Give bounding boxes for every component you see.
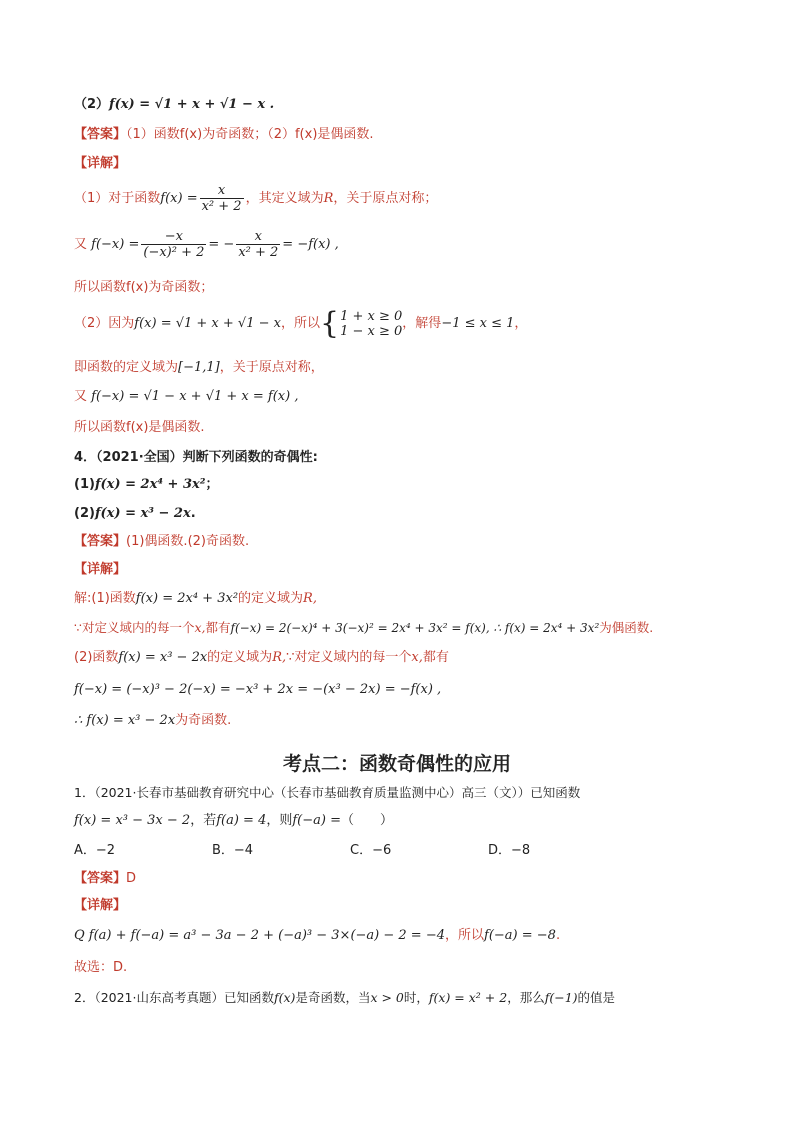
text: ，关于原点对称， [219,360,324,375]
question-2-title [74,989,615,1007]
text: . [555,928,561,943]
solution-line-1 [74,181,437,217]
formula: f(−x) = √1 − x + √1 + x = f(x) , [91,389,299,404]
question-1-title [74,784,580,802]
option-d: D．−8 [488,843,531,858]
formula: x > 0 [370,990,404,1005]
text: 为奇函数. [175,713,232,728]
formula: f(−x) = (−x)³ − 2(−x) = −x³ + 2x = −(x³ − 2x) = −f(x) , [74,682,442,697]
formula: = −f(x) , [282,237,339,252]
detail-line [74,897,126,915]
text: ，解得 [402,316,442,331]
inequality: 1 + x ≥ 0 [340,308,403,324]
text: ， [514,316,528,331]
text: 2．（2021·山东高考真题）已知函数 [74,990,274,1005]
text: （2）因为 [74,316,135,331]
answer-text: (1)偶函数.(2)奇函数. [126,534,250,549]
selection-line [74,959,127,977]
solution-line-8 [74,590,317,608]
text: 时， [403,990,429,1005]
answer-line [74,533,249,551]
formula: f(x) = [160,191,198,206]
formula: f(x) = √1 + x + √1 − x . [109,97,275,112]
text: ，所以 [280,316,320,331]
denominator: x² + 2 [238,245,279,260]
formula: f(x) [274,990,296,1005]
formula: f(x) = 2x⁴ + 3x² [135,591,239,606]
text: ，那么 [507,990,545,1005]
text: ； [205,477,219,492]
formula: f(−x) = 2(−x)⁴ + 3(−x)² = 2x⁴ + 3x² = f(x), ∴ f(x) = 2x⁴ + 3x² [230,621,600,635]
detail-line [74,561,126,579]
detail-tag: 【详解】 [74,898,127,913]
text: ，则 [266,813,293,828]
part-label: (2) [74,506,95,521]
formula: f(a) = 4 [216,813,267,828]
answer-tag: 【答案】 [74,871,127,886]
formula: f(x) = x² + 2 [428,990,508,1005]
part-label: (1) [74,477,95,492]
text: 都有 [422,650,449,665]
question-4-part-2 [74,505,196,523]
solution-line-10 [74,649,449,667]
solution-line-4 [74,305,527,343]
solution-line-3 [74,279,213,297]
question-1-options [74,842,626,860]
part-label: （2） [74,97,110,112]
inequality: 1 − x ≥ 0 [340,323,403,339]
question-4-title [74,449,318,467]
answer-text: D [126,871,137,886]
formula: f(x) = √1 + x + √1 − x [134,316,281,331]
set-symbol: R, [272,650,287,665]
answer-line [74,870,136,888]
section-heading: 考点二：函数奇偶性的应用 [282,753,511,775]
formula: Q f(a) + f(−a) = a³ − 3a − 2 + (−a)³ − 3×(−a) − 2 = −4 [74,928,445,943]
text: 都有 [205,620,231,635]
solution-line-13 [74,927,560,945]
variable: x, [194,620,206,635]
formula: = − [208,237,235,252]
text: 的定义域为 [238,591,304,606]
detail-line [74,155,126,173]
numerator: −x [141,229,206,245]
denominator: x² + 2 [201,199,242,214]
text: 解:(1)函数 [74,591,136,606]
answer-tag: 【答案】 [74,534,127,549]
option-b: B．−4 [212,843,254,858]
text: 为偶函数. [599,620,654,635]
text: ，关于原点对称； [333,191,438,206]
text: (2)函数 [74,650,119,665]
blank: （ ） [340,813,393,828]
text: 是奇函数，当 [295,990,371,1005]
set-symbol: R, [303,591,317,606]
text: 又 [74,237,88,252]
text: 又 [74,389,88,404]
option-c: C．−6 [350,843,392,858]
solution-line-6 [74,388,298,406]
question-1-stem [74,812,393,830]
text: ∵对定义域内的每一个 [74,620,195,635]
formula: f(x) = x³ − 2x [94,506,191,521]
numerator: x [200,183,244,199]
answer-line [74,126,374,144]
formula: [−1,1] [178,360,220,375]
set-symbol: R [323,191,334,206]
detail-tag: 【详解】 [74,156,127,171]
formula: f(x) = 2x⁴ + 3x² [94,477,206,492]
text: 4．（2021·全国）判断下列函数的奇偶性: [74,450,318,465]
text: 的定义域为 [207,650,273,665]
text: 的值是 [577,990,616,1005]
text: 故选：D. [74,960,128,975]
text: ，所以 [445,928,485,943]
text: 所以函数f(x)是偶函数. [74,420,205,435]
formula: f(−1) [544,990,578,1005]
formula: f(−a) = [292,813,341,828]
inequality-system [340,309,402,339]
text: （1）对于函数 [74,191,161,206]
text: ∵对定义域内的每一个 [286,650,412,665]
text: . [190,506,196,521]
fraction [236,229,280,260]
system-brace: { [320,305,340,341]
formula: ∴ f(x) = x³ − 2x [74,713,176,728]
part-2-line [74,96,274,114]
option-a: A．−2 [74,843,116,858]
text: 即函数的定义域为 [74,360,179,375]
numerator: x [236,229,280,245]
fraction [141,229,206,260]
formula: f(−x) = [91,237,140,252]
solution-line-5 [74,359,324,377]
question-4-part-1 [74,476,218,494]
text: 1．（2021·长春市基础教育研究中心（长春市基础教育质量监测中心）高三（文））已知函数 [74,785,581,800]
solution-line-11 [74,681,441,699]
formula: f(x) = x³ − 3x − 2 [74,813,191,828]
detail-tag: 【详解】 [74,562,127,577]
solution-line-7 [74,419,205,437]
denominator: (−x)² + 2 [143,245,205,260]
solution-line-2 [74,227,339,263]
text: ，其定义域为 [245,191,324,206]
formula: f(x) = x³ − 2x [118,650,208,665]
solution-line-9 [74,619,653,637]
formula: f(−a) = −8 [484,928,556,943]
text: ，若 [190,813,217,828]
fraction [200,183,244,214]
variable: x, [411,650,423,665]
answer-text: （1）函数f(x)为奇函数；（2）f(x)是偶函数. [126,127,374,142]
answer-tag: 【答案】 [74,127,127,142]
solution-line-12 [74,712,231,730]
text: 所以函数f(x)为奇函数； [74,280,214,295]
formula: −1 ≤ x ≤ 1 [441,316,515,331]
